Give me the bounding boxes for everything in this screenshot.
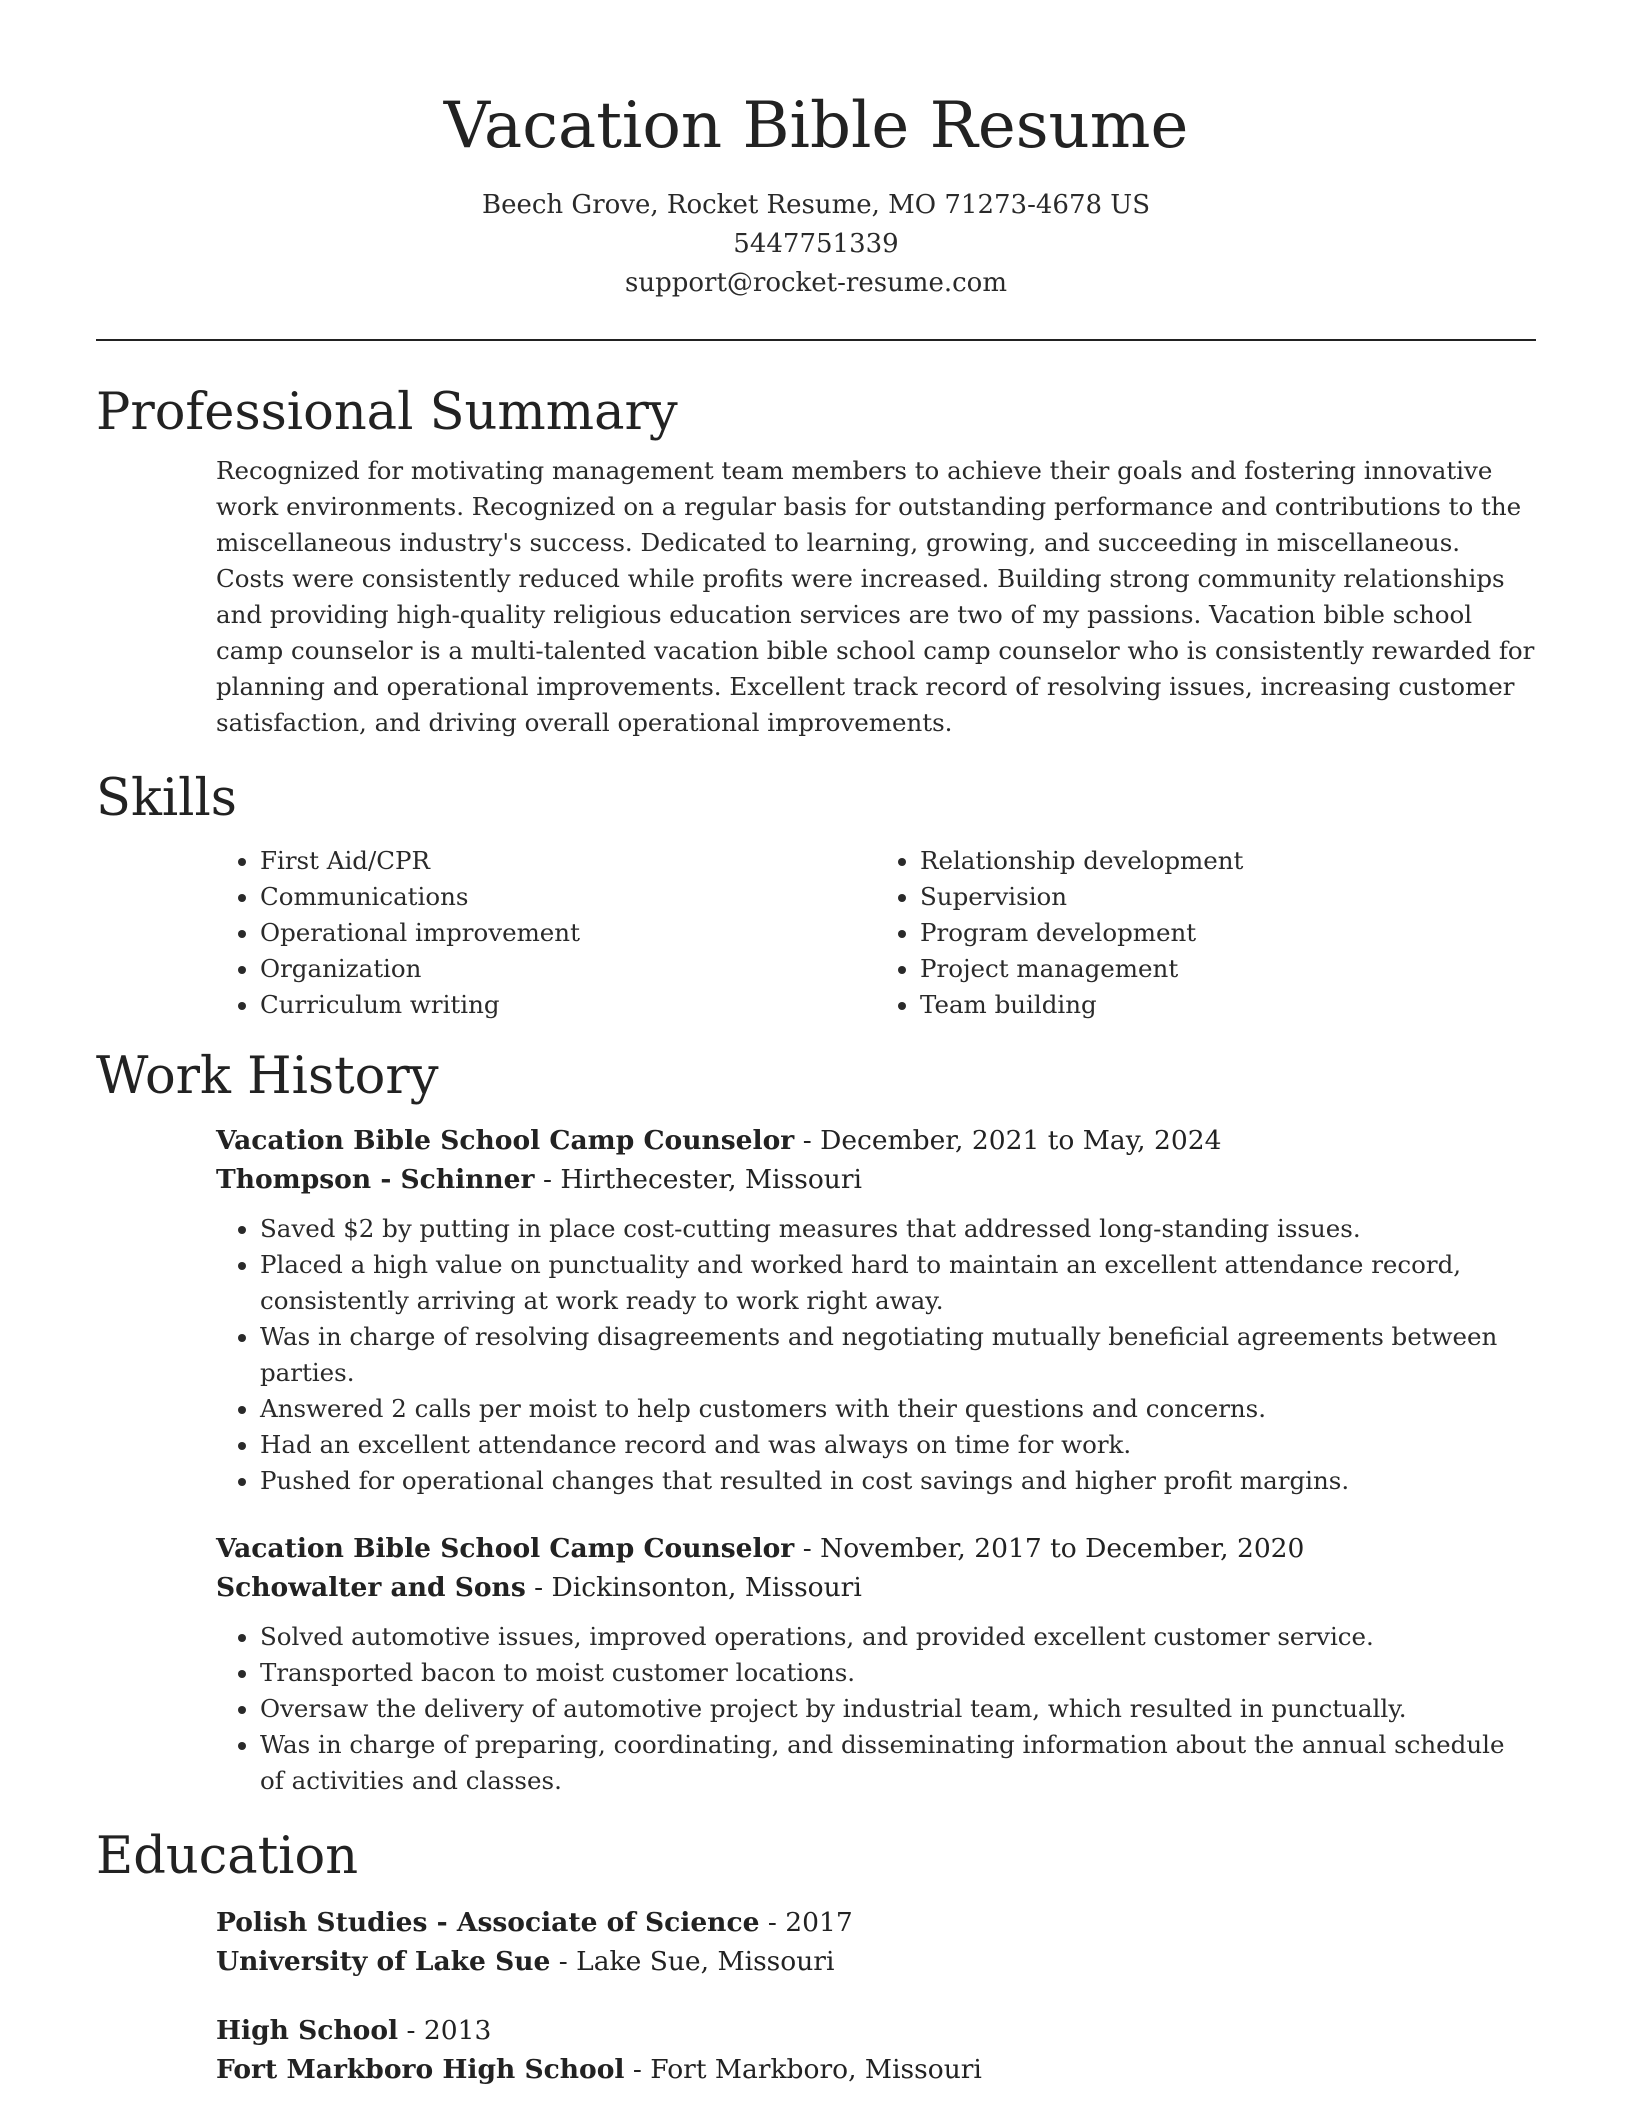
job-duty: • Answered 2 calls per moist to help customers with their questions and concerns. bbox=[260, 1391, 1536, 1427]
education-entry bbox=[216, 2011, 1536, 2089]
job-dates: - December, 2021 to May, 2024 bbox=[794, 1125, 1222, 1156]
edu-school-line bbox=[216, 2050, 1536, 2089]
skill-item: • Program development bbox=[920, 915, 1536, 951]
skill-item: • Team building bbox=[920, 987, 1536, 1023]
edu-location: - Fort Markboro, Missouri bbox=[624, 2054, 982, 2085]
job-duty: • Was in charge of resolving disagreements and negotiating mutually beneficial agreements between parties. bbox=[260, 1319, 1536, 1391]
skills-heading: Skills bbox=[96, 769, 237, 828]
job-employer-line bbox=[216, 1160, 1536, 1199]
education-heading: Education bbox=[96, 1827, 359, 1886]
job-role: Vacation Bible School Camp Counselor bbox=[216, 1125, 795, 1156]
edu-degree: Polish Studies - Associate of Science bbox=[216, 1907, 760, 1938]
edu-school: Fort Markboro High School bbox=[216, 2054, 625, 2085]
resume-header bbox=[96, 0, 1536, 303]
skills-list-right bbox=[876, 843, 1536, 1023]
job-duty: • Was in charge of preparing, coordinating, and disseminating information about the annual schedule of activities and classes. bbox=[260, 1727, 1536, 1799]
work-history-heading: Work History bbox=[96, 1047, 439, 1106]
job-entry bbox=[216, 1121, 1536, 1499]
summary-text: Recognized for motivating management team members to achieve their goals and fostering innovative work environments. Recognized on a regular basis for outstanding performance and contributions to the miscellaneous industry's success. Dedicated to learning, growing, and succeeding in miscellaneous. Costs were consistently reduced while profits were increased. Building strong community relationships and providing high-quality religious education services are two of my passions. Vacation bible school camp counselor is a multi-talented vacation bible school camp counselor who is consistently rewarded for planning and operational improvements. Excellent track record of resolving issues, increasing customer satisfaction, and driving overall operational improvements. bbox=[216, 456, 1535, 737]
job-employer-line bbox=[216, 1568, 1536, 1607]
edu-degree-line bbox=[216, 1903, 1536, 1942]
skills-list-left bbox=[216, 843, 876, 1023]
job-duties bbox=[216, 1619, 1536, 1799]
header-divider bbox=[96, 339, 1536, 341]
contact-email: support@rocket-resume.com bbox=[624, 268, 1007, 298]
edu-year: - 2017 bbox=[759, 1907, 853, 1938]
job-duty: • Had an excellent attendance record and was always on time for work. bbox=[260, 1427, 1536, 1463]
job-entry bbox=[216, 1529, 1536, 1799]
job-duty: • Transported bacon to moist customer locations. bbox=[260, 1655, 1536, 1691]
skill-item: • Curriculum writing bbox=[260, 987, 876, 1023]
contact-phone: 5447751339 bbox=[733, 229, 899, 259]
skill-item: • Project management bbox=[920, 951, 1536, 987]
job-duty: • Pushed for operational changes that resulted in cost savings and higher profit margins. bbox=[260, 1463, 1536, 1499]
contact-address: Beech Grove, Rocket Resume, MO 71273-4678 US bbox=[481, 190, 1151, 220]
job-company: Thompson - Schinner bbox=[216, 1164, 535, 1195]
edu-location: - Lake Sue, Missouri bbox=[550, 1946, 835, 1977]
job-dates: - November, 2017 to December, 2020 bbox=[794, 1533, 1305, 1564]
edu-school: University of Lake Sue bbox=[216, 1946, 551, 1977]
job-title-line bbox=[216, 1121, 1536, 1160]
job-duty: • Placed a high value on punctuality and worked hard to maintain an excellent attendance record, consistently arriving at work ready to work right away. bbox=[260, 1247, 1536, 1319]
contact-info bbox=[96, 186, 1536, 303]
job-title-line bbox=[216, 1529, 1536, 1568]
skill-item: • Supervision bbox=[920, 879, 1536, 915]
skill-item: • Relationship development bbox=[920, 843, 1536, 879]
summary-heading: Professional Summary bbox=[96, 383, 678, 442]
job-duties bbox=[216, 1211, 1536, 1499]
job-company: Schowalter and Sons bbox=[216, 1572, 526, 1603]
resume-page bbox=[96, 0, 1536, 2089]
job-location: - Hirthecester, Missouri bbox=[534, 1164, 863, 1195]
skill-item: • Operational improvement bbox=[260, 915, 876, 951]
education-entry bbox=[216, 1903, 1536, 1981]
edu-school-line bbox=[216, 1942, 1536, 1981]
job-duty: • Saved $2 by putting in place cost-cutting measures that addressed long-standing issues. bbox=[260, 1211, 1536, 1247]
edu-year: - 2013 bbox=[398, 2015, 492, 2046]
skill-item: • Communications bbox=[260, 879, 876, 915]
job-role: Vacation Bible School Camp Counselor bbox=[216, 1533, 795, 1564]
job-duty: • Solved automotive issues, improved operations, and provided excellent customer service. bbox=[260, 1619, 1536, 1655]
candidate-name: Vacation Bible Resume bbox=[443, 89, 1189, 163]
edu-degree-line bbox=[216, 2011, 1536, 2050]
edu-degree: High School bbox=[216, 2015, 399, 2046]
skill-item: • First Aid/CPR bbox=[260, 843, 876, 879]
skill-item: • Organization bbox=[260, 951, 876, 987]
job-location: - Dickinsonton, Missouri bbox=[525, 1572, 862, 1603]
job-duty: • Oversaw the delivery of automotive project by industrial team, which resulted in punctually. bbox=[260, 1691, 1536, 1727]
skills-grid bbox=[216, 843, 1536, 1023]
